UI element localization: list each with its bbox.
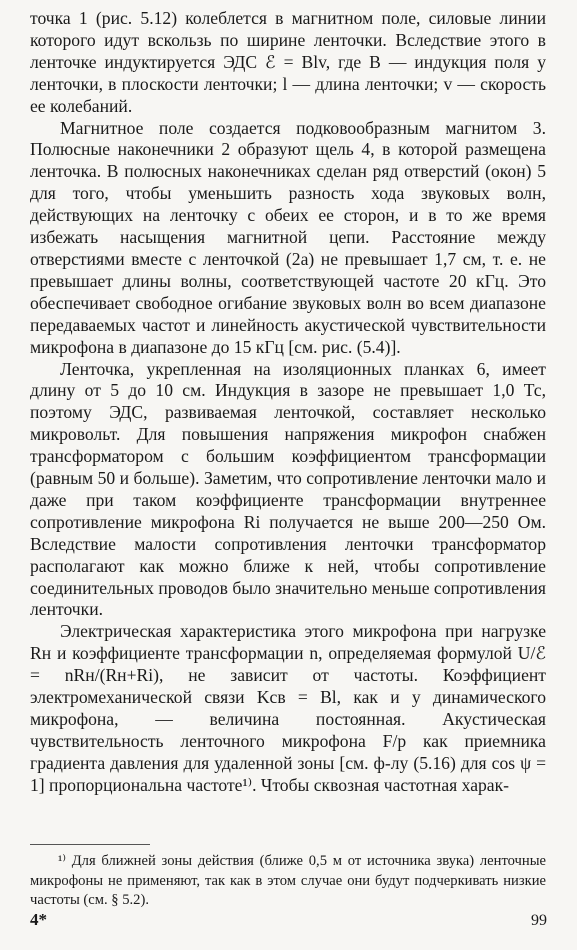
main-text — [30, 8, 546, 797]
paragraph-3: Ленточка, укрепленная на изоляционных планках 6, имеет длину от 5 до 10 см. Индукция в зазоре не превышает 1,0 Тс, поэтому ЭДС, развиваемая ленточкой, составляет несколько микровольт. Для повышения напряжения микрофон снабжен трансформатором с большим коэффициентом трансформации (равным 50 и больше). Заметим, что сопротивление ленточки мало и даже при таком коэффициенте трансформации внутреннее сопротивление микрофона Ri получается не выше 200—250 Ом. Вследствие малости сопротивления ленточки трансформатор располагают как можно ближе к ней, чтобы сопротивление соединительных проводов было значительно меньше сопротивления ленточки. — [30, 358, 546, 620]
paragraph-4: Электрическая характеристика этого микрофона при нагрузке Rн и коэффициенте трансформации n, определяемая формулой U/ℰ = nRн/(Rн+Ri), не зависит от частоты. Коэффициент электромеханической связи Kсв = Bl, как и у динамического микрофона, — величина постоянная. Акустическая чувствительность ленточного микрофона F/p как приемника градиента давления для удаленной зоны [см. ф-лу (5.16) для cos ψ = 1] пропорциональна частоте¹⁾. Чтобы сквозная частотная харак- — [30, 621, 546, 795]
paragraph-1: точка 1 (рис. 5.12) колеблется в магнитном поле, силовые линии которого идут вскользь по ширине ленточки. Вследствие этого в ленточке индуктируется ЭДС ℰ = Blv, где B — индукция поля у ленточки, в плоскости ленточки; l — длина ленточки; v — скорость ее колебаний. — [30, 8, 546, 116]
footnote-text: ¹⁾ Для ближней зоны действия (ближе 0,5 м от источника звука) ленточные микрофоны не применяют, так как в этом случае они будут подчеркивать низкие частоты (см. § 5.2). — [30, 853, 546, 908]
footnote — [30, 852, 546, 911]
paragraph-2: Магнитное поле создается подковообразным магнитом 3. Полюсные наконечники 2 образуют щель 4, в которой размещена ленточка. В полюсных наконечниках сделан ряд отверстий (окон) 5 для того, чтобы уменьшить разность хода звуковых волн, действующих на ленточку с обеих ее сторон, и в то же время избежать насыщения магнитной цепи. Расстояние между отверстиями вместе с ленточкой (2a) не превышает 1,7 см, т. е. не превышает длины волны, соответствующей частоте 20 кГц. Это обеспечивает свободное огибание звуковых волн во всем диапазоне передаваемых частот и линейность акустической чувствительности микрофона в диапазоне до 15 кГц [см. рис. (5.4)]. — [30, 117, 546, 357]
footnote-divider — [30, 844, 150, 845]
signature-mark: 4* — [30, 910, 47, 929]
page-number: 99 — [531, 912, 547, 929]
